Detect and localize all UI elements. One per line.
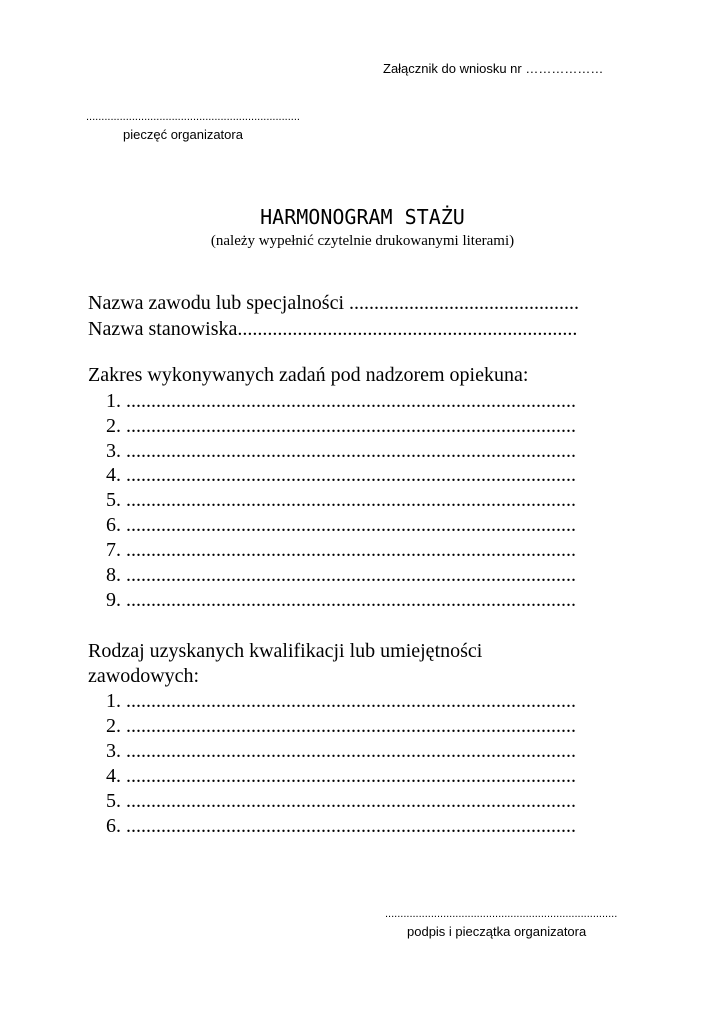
qualifications-heading-continued: zawodowych: — [88, 665, 200, 687]
qualification-item: 3. .......................................................................................... — [106, 740, 576, 762]
task-item: 3. .......................................................................................... — [106, 440, 576, 462]
occupation-field: Nazwa zawodu lub specjalności .............................................. — [88, 292, 580, 314]
stamp-signature-line: ...................................................................... — [86, 111, 300, 123]
attachment-reference: Załącznik do wniosku nr ……………… — [383, 61, 604, 76]
qualification-item: 5. .......................................................................................... — [106, 790, 576, 812]
document-title: HARMONOGRAM STAŻU — [260, 205, 465, 229]
task-item: 7. .......................................................................................... — [106, 539, 576, 561]
qualifications-heading: Rodzaj uzyskanych kwalifikacji lub umiejętności — [88, 640, 483, 662]
qualification-item: 4. .......................................................................................... — [106, 765, 576, 787]
task-item: 5. .......................................................................................... — [106, 489, 576, 511]
task-item: 9. .......................................................................................... — [106, 589, 576, 611]
qualification-item: 6. .......................................................................................... — [106, 815, 576, 837]
task-item: 6. .......................................................................................... — [106, 514, 576, 536]
task-item: 4. .......................................................................................... — [106, 464, 576, 486]
task-item: 2. .......................................................................................... — [106, 415, 576, 437]
qualification-item: 2. .......................................................................................... — [106, 715, 576, 737]
task-item: 8. .......................................................................................... — [106, 564, 576, 586]
stamp-label: pieczęć organizatora — [123, 127, 243, 142]
document-subtitle: (należy wypełnić czytelnie drukowanymi literami) — [210, 233, 515, 249]
task-item: 1. .......................................................................................... — [106, 390, 576, 412]
position-field: Nazwa stanowiska.................................................................... — [88, 318, 578, 340]
signature-label: podpis i pieczątka organizatora — [407, 924, 587, 939]
tasks-heading: Zakres wykonywanych zadań pod nadzorem opiekuna: — [88, 364, 529, 386]
signature-line: ............................................................................ — [385, 908, 618, 920]
qualification-item: 1. .......................................................................................... — [106, 690, 576, 712]
